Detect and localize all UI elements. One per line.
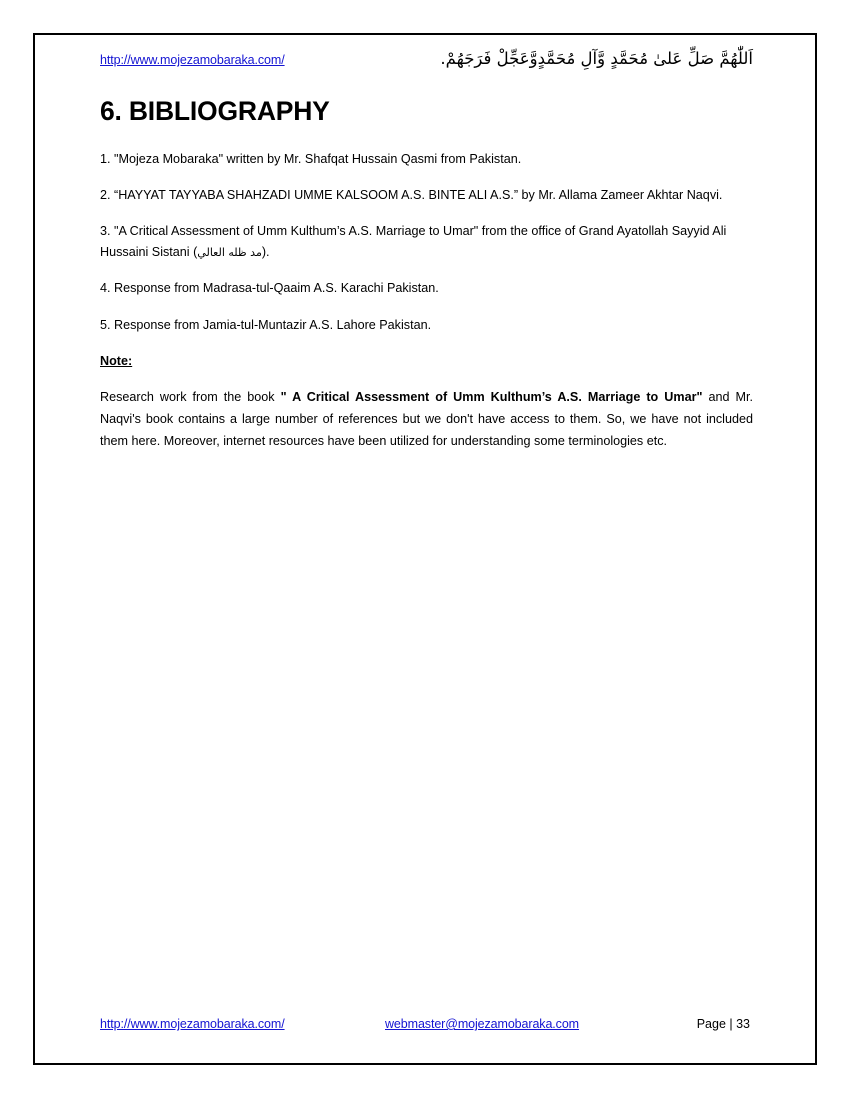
note-bold-book-title: " A Critical Assessment of Umm Kulthum’s A.S. Marriage to Umar" <box>280 390 703 405</box>
note-text-part2: and Mr. Naqvi's book contains a large number of references but we don't have access to them. So, we have not included them here. Moreover, internet resources have been utilized for understanding some terminologies etc. <box>100 390 753 448</box>
note-text-part1: Research work from the book <box>100 390 281 405</box>
document-footer <box>100 1017 753 1037</box>
header-website-link[interactable]: http://www.mojezamobaraka.com/ <box>100 53 285 67</box>
bibliography-item-3-text-before: 3. "A Critical Assessment of Umm Kulthum’s A.S. Marriage to Umar" from the office of Grand Ayatollah Sayyid Ali Hussaini Sistani ( <box>100 224 727 259</box>
document-content <box>100 97 753 452</box>
bibliography-item-3-arabic-honorific: مد ظله العالي <box>197 245 262 259</box>
page-inner <box>35 35 815 1063</box>
document-header <box>100 51 753 83</box>
footer-website-link[interactable]: http://www.mojezamobaraka.com/ <box>100 1017 285 1031</box>
bibliography-item-2: 2. “HAYYAT TAYYABA SHAHZADI UMME KALSOOM A.S. BINTE ALI A.S.” by Mr. Allama Zameer Akhtar Naqvi. <box>100 188 723 203</box>
note-body <box>100 387 753 452</box>
footer-email-link[interactable]: webmaster@mojezamobaraka.com <box>385 1017 579 1031</box>
note-heading: Note: <box>100 354 133 369</box>
page-number: Page | 33 <box>696 1017 750 1031</box>
page-title: 6. BIBLIOGRAPHY <box>100 96 330 126</box>
bibliography-item-3 <box>100 221 753 262</box>
bibliography-item-3-text-after: ). <box>261 244 270 259</box>
bibliography-item-1: 1. "Mojeza Mobaraka" written by Mr. Shafqat Hussain Qasmi from Pakistan. <box>100 151 522 166</box>
bibliography-item-5: 5. Response from Jamia-tul-Muntazir A.S. Lahore Pakistan. <box>100 317 432 332</box>
header-arabic-salawat: اَللّٰهُمَّ صَلِّ عَلىٰ مُحَمَّدٍ وَّآلِ مُحَمَّدٍوَّعَجِّلْ فَرَجَهُمْ. <box>440 49 753 68</box>
bibliography-item-4: 4. Response from Madrasa-tul-Qaaim A.S. Karachi Pakistan. <box>100 281 439 296</box>
page-frame <box>33 33 817 1065</box>
